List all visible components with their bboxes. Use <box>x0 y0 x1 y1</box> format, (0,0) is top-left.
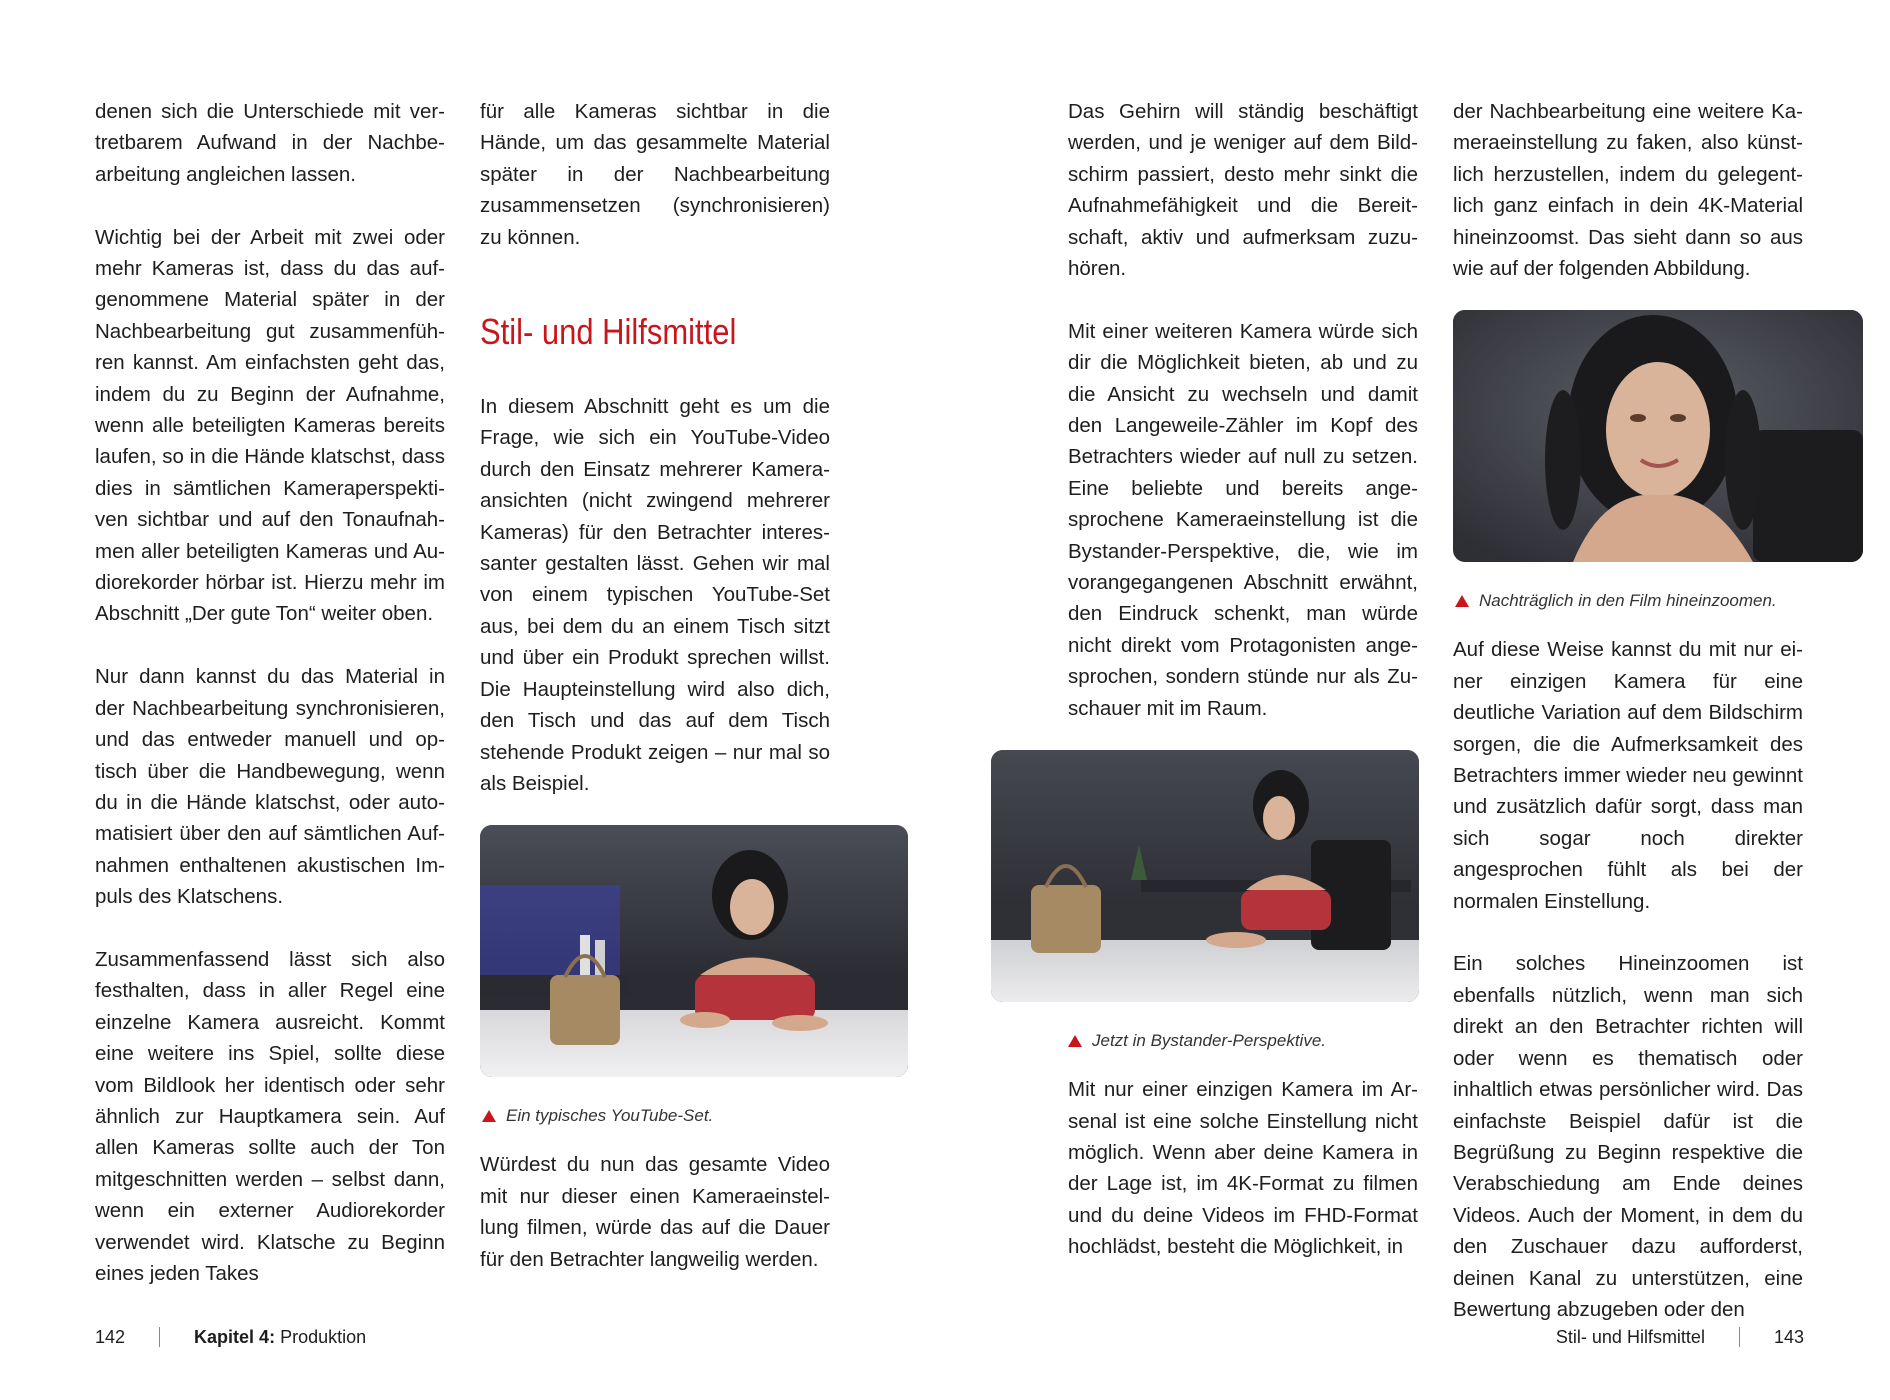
paragraph: Das Gehirn will ständig beschäftigt werden, und je weniger auf dem Bildschirm passiert, desto mehr sinkt die Aufnahmefähigkeit und die Bereitschaft, aktiv und aufmerksam zuzuhören. <box>1068 100 1418 281</box>
figure-caption <box>1068 1030 1418 1052</box>
figure-zoom-in <box>1453 310 1863 562</box>
footer-divider <box>159 1327 160 1347</box>
figure-caption <box>1455 590 1803 612</box>
right-footer <box>1556 1325 1804 1349</box>
triangle-marker-icon <box>1455 595 1469 607</box>
footer-divider <box>1739 1327 1740 1347</box>
section-label: Stil- und Hilfsmittel <box>1555 1327 1705 1347</box>
paragraph: denen sich die Unterschiede mit vertretbarem Aufwand in der Nachbearbeitung angleichen lassen. <box>95 100 445 186</box>
figure-image <box>991 750 1419 1002</box>
section-heading: Stil- und Hilfsmittel <box>480 311 737 353</box>
left-column-2 <box>480 96 830 1275</box>
figure-bystander <box>991 750 1419 1002</box>
paragraph: Mit einer weiteren Kamera würde sich dir die Möglichkeit bieten, ab und zu die Ansicht zu wechseln und damit den Langeweile-Zähler im Kopf des Betrachters wieder auf null zu setzen. Eine beliebte und bereits angesprochene Kameraeinstellung ist die Bystander-Perspektive, die, wie im vorangegangenen Abschnitt erwähnt, den Eindruck schenkt, man würde nicht direkt vom Protagonisten angesprochen, sondern stünde nur als Zuschauer mit im Raum. <box>1068 319 1418 720</box>
chapter-number: Kapitel 4: <box>194 1327 276 1347</box>
left-column-1 <box>95 96 445 1289</box>
caption-text: Nachträglich in den Film hineinzoomen. <box>1479 591 1777 611</box>
paragraph: der Nachbearbeitung eine weitere Kameraeinstellung zu faken, also künstlich herzustellen, indem du gelegentlich ganz einfach in dein 4K-Material hineinzoomst. Das sieht dann so aus wie auf der folgenden Abbildung. <box>1453 100 1803 281</box>
paragraph: Auf diese Weise kannst du mit nur einer einzigen Kamera für eine deutliche Variation auf dem Bildschirm sorgen, die die Aufmerksamkeit des Betrachters immer wieder neu gewinnt und zusätzlich dafür sorgt, dass man sich sogar noch direkter angesprochen fühlt als bei der normalen Einstellung. <box>1453 638 1803 913</box>
left-footer <box>95 1325 366 1349</box>
paragraph: Wichtig bei der Arbeit mit zwei oder mehr Kameras ist, dass du das aufgenommene Material später in der Nachbearbeitung gut zusammenführen kannst. Am einfachsten geht das, indem du zu Beginn der Aufnahme, wenn alle beteiligten Kameras bereits laufen, so in die Hände klatschst, dass dies in sämtlichen Kameraperspektiven sichtbar und auf den Tonaufnahmen aller beteiligten Kameras und Audiorekorder hörbar ist. Hierzu mehr im Abschnitt „Der gute Ton“ weiter oben. <box>95 225 445 626</box>
paragraph: Nur dann kannst du das Material in der Nachbearbeitung synchronisieren, und das entweder manuell und optisch über die Handbewegung, wenn du in die Hände klatschst, oder automatisiert über den auf sämtlichen Aufnahmen enthaltenen akustischen Impuls des Klatschens. <box>95 665 445 909</box>
triangle-marker-icon <box>1068 1035 1082 1047</box>
triangle-marker-icon <box>482 1110 496 1122</box>
figure-youtube-set <box>480 825 908 1077</box>
paragraph: für alle Kameras sichtbar in die Hände, um das gesammelte Material später in der Nachbearbeitung zusammensetzen (synchronisieren) zu können. <box>480 100 830 249</box>
right-column-1 <box>1068 96 1418 1263</box>
figure-image <box>1453 310 1863 562</box>
figure-caption <box>482 1105 830 1127</box>
page-number: 142 <box>95 1327 126 1347</box>
paragraph: Würdest du nun das gesamte Video mit nur dieser einen Kameraeinstellung filmen, würde das auf die Dauer für den Betrachter langweilig werden. <box>480 1153 830 1271</box>
right-column-2 <box>1453 96 1803 1325</box>
chapter-title: Produktion <box>275 1327 367 1347</box>
paragraph: In diesem Abschnitt geht es um die Frage, wie sich ein YouTube-Video durch den Einsatz mehrerer Kameraansichten (nicht zwingend mehrerer Kameras) für den Betrachter interessanter gestalten lässt. Gehen wir mal von einem typischen YouTube-Set aus, bei dem du an einem Tisch sitzt und über ein Produkt sprechen willst. Die Haupteinstellung wird also dich, den Tisch und das auf dem Tisch stehende Produkt zeigen – nur mal so als Beispiel. <box>480 395 830 795</box>
page-number: 143 <box>1773 1327 1804 1347</box>
paragraph: Ein solches Hineinzoomen ist ebenfalls nützlich, wenn man sich direkt an den Betrachter richten will oder wenn es thematisch oder inhaltlich etwas persönlicher wird. Das einfachste Beispiel dafür ist die Begrüßung zu Beginn respektive die Verabschiedung am Ende deines Videos. Auch der Moment, in dem du den Zuschauer dazu aufforderst, deinen Kanal zu unterstützen, eine Bewertung abzugeben oder den <box>1453 952 1803 1321</box>
figure-image <box>480 825 908 1077</box>
caption-text: Ein typisches YouTube-Set. <box>506 1106 714 1126</box>
paragraph: Zusammenfassend lässt sich also festhalten, dass in aller Regel eine einzelne Kamera ausreicht. Kommt eine weitere ins Spiel, sollte diese vom Bildlook her identisch oder sehr ähnlich zur Hauptkamera sein. Auf allen Kameras sollte auch der Ton mitgeschnitten werden – selbst dann, wenn ein externer Audiorekorder verwendet wird. Klatsche zu Beginn eines jeden Takes <box>95 947 445 1285</box>
paragraph: Mit nur einer einzigen Kamera im Arsenal ist eine solche Einstellung nicht möglich. Wenn aber deine Kamera in der Lage ist, im 4K-Format zu filmen und du deine Videos im FHD-Format hochlädst, besteht die Möglichkeit, in <box>1068 1078 1418 1259</box>
chapter-label <box>194 1325 366 1349</box>
caption-text: Jetzt in Bystander-Perspektive. <box>1092 1031 1327 1051</box>
